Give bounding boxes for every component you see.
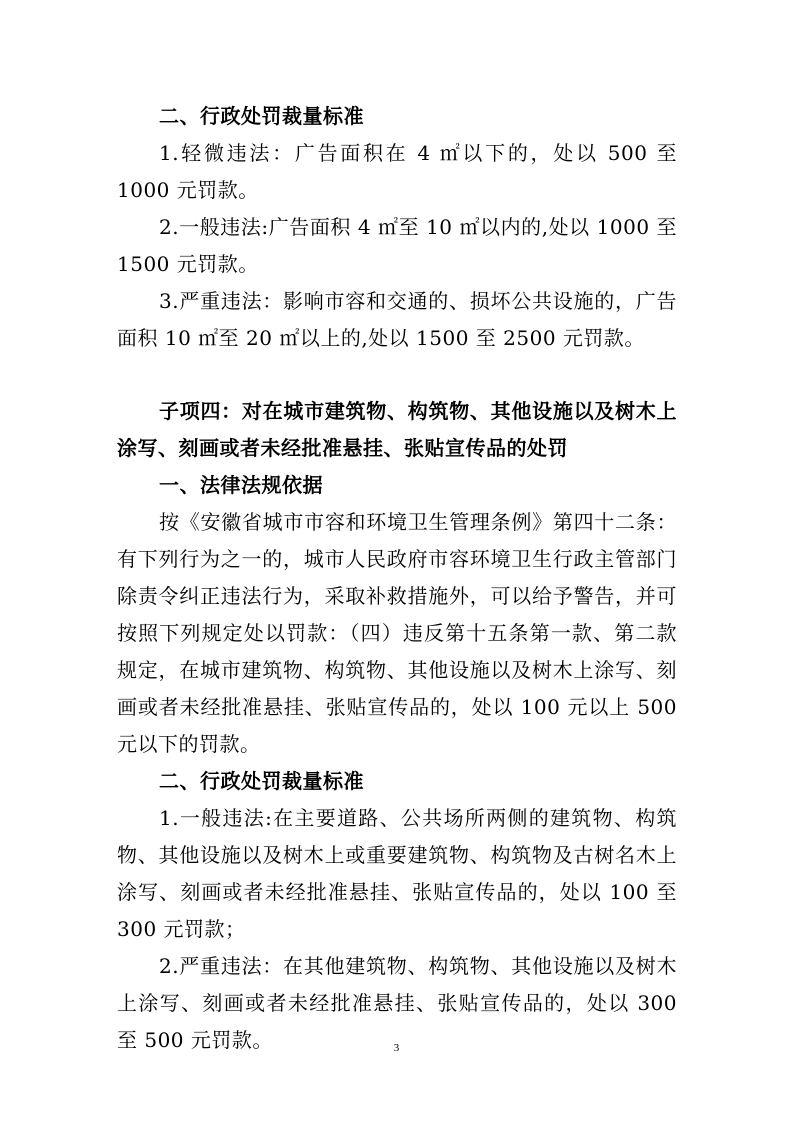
legal-basis-text: 按《安徽省城市市容和环境卫生管理条例》第四十二条：有下列行为之一的，城市人民政府市容环境卫生行政主管部门除责令纠正违法行为，采取补救措施外，可以给予警告，并可按照下列规定处以罚款：（四）违反第十五条第一款、第二款规定，在城市建筑物、构筑物、其他设施以及树木上涂写、刻画或者未经批准悬挂、张贴宣传品的，处以 100 元以上 500 元以下的罚款。 [117,510,677,756]
page-number: 3 [393,1042,400,1054]
penalty-standard-heading: 二、行政处罚裁量标准 [159,769,364,793]
penalty-item-serious: 2.严重违法：在其他建筑物、构筑物、其他设施以及树木上涂写、刻画或者未经批准悬挂、张贴宣传品的，处以 300 至 500 元罚款。 [117,954,677,1052]
section-heading-standard: 二、行政处罚裁量标准 [159,104,364,128]
penalty-item-general: 1.一般违法:在主要道路、公共场所两侧的建筑物、构筑物、其他设施以及树木上或重要建筑物、构筑物及古树名木上涂写、刻画或者未经批准悬挂、张贴宣传品的，处以 100 至 300 元罚款； [117,806,677,941]
standard-item-general: 2.一般违法:广告面积 4 ㎡至 10 ㎡以内的,处以 1000 至 1500 元罚款。 [117,215,677,276]
section-spacer [117,357,677,393]
document-page [117,98,677,1059]
legal-basis-heading: 一、法律法规依据 [159,473,323,497]
standard-item-minor: 1.轻微违法：广告面积在 4 ㎡以下的，处以 500 至 1000 元罚款。 [117,141,677,202]
standard-item-serious: 3.严重违法：影响市容和交通的、损坏公共设施的，广告面积 10 ㎡至 20 ㎡以上的,处以 1500 至 2500 元罚款。 [117,289,677,350]
subitem-title: 子项四：对在城市建筑物、构筑物、其他设施以及树木上涂写、刻画或者未经批准悬挂、张贴宣传品的处罚 [117,399,677,460]
